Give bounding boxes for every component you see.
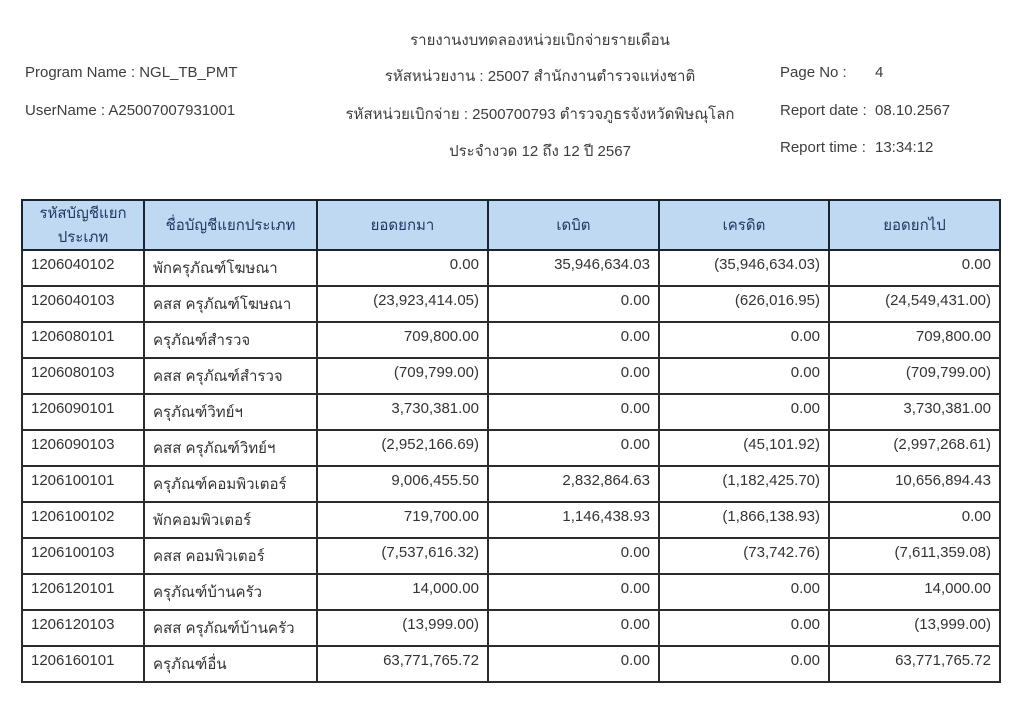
cell-account-name: คสส ครุภัณฑ์วิทย์ฯ xyxy=(144,430,317,466)
cell-debit: 0.00 xyxy=(488,610,659,646)
cell-balance-carry: 14,000.00 xyxy=(829,574,1000,610)
table-row xyxy=(22,394,1000,430)
cell-balance-forward: (2,952,166.69) xyxy=(317,430,488,466)
cell-balance-forward: 3,730,381.00 xyxy=(317,394,488,430)
col-header-account-name: ชื่อบัญชีแยกประเภท xyxy=(144,200,317,250)
cell-balance-forward: 9,006,455.50 xyxy=(317,466,488,502)
page-title: รายงานงบทดลองหน่วยเบิกจ่ายรายเดือน xyxy=(410,32,670,49)
cell-credit: (626,016.95) xyxy=(659,286,829,322)
report-time-label: Report time : xyxy=(780,139,866,156)
cell-debit: 2,832,864.63 xyxy=(488,466,659,502)
cell-credit: 0.00 xyxy=(659,646,829,682)
cell-account-code: 1206100101 xyxy=(22,466,144,502)
cell-account-code: 1206040103 xyxy=(22,286,144,322)
col-header-balance-carry: ยอดยกไป xyxy=(829,200,1000,250)
cell-credit: 0.00 xyxy=(659,394,829,430)
cell-account-code: 1206100102 xyxy=(22,502,144,538)
period-line: ประจำงวด 12 ถึง 12 ปี 2567 xyxy=(449,143,631,160)
cell-balance-carry: (13,999.00) xyxy=(829,610,1000,646)
table-row xyxy=(22,574,1000,610)
cell-balance-carry: 10,656,894.43 xyxy=(829,466,1000,502)
col-header-balance-forward: ยอดยกมา xyxy=(317,200,488,250)
cell-account-code: 1206080101 xyxy=(22,322,144,358)
table-row xyxy=(22,538,1000,574)
table-row xyxy=(22,466,1000,502)
table-body xyxy=(22,250,1000,682)
cell-account-name: พักคอมพิวเตอร์ xyxy=(144,502,317,538)
cell-balance-forward: 0.00 xyxy=(317,250,488,286)
cell-account-name: ครุภัณฑ์บ้านครัว xyxy=(144,574,317,610)
cell-debit: 0.00 xyxy=(488,358,659,394)
cell-balance-carry: 0.00 xyxy=(829,502,1000,538)
cell-account-code: 1206160101 xyxy=(22,646,144,682)
cell-balance-forward: (709,799.00) xyxy=(317,358,488,394)
cell-account-code: 1206080103 xyxy=(22,358,144,394)
cell-debit: 0.00 xyxy=(488,286,659,322)
cell-balance-forward: (7,537,616.32) xyxy=(317,538,488,574)
cell-credit: (35,946,634.03) xyxy=(659,250,829,286)
cell-balance-forward: 63,771,765.72 xyxy=(317,646,488,682)
cell-balance-forward: (13,999.00) xyxy=(317,610,488,646)
unit-code-line: รหัสหน่วยงาน : 25007 สำนักงานตำรวจแห่งชาติ xyxy=(384,68,696,85)
cell-balance-forward: 709,800.00 xyxy=(317,322,488,358)
table-row xyxy=(22,610,1000,646)
cell-account-code: 1206100103 xyxy=(22,538,144,574)
report-date-label: Report date : xyxy=(780,102,867,119)
trial-balance-table xyxy=(21,199,1001,683)
col-header-account-code: รหัสบัญชีแยกประเภท xyxy=(22,200,144,250)
page-no-value: 4 xyxy=(875,64,884,81)
cell-account-code: 1206120101 xyxy=(22,574,144,610)
cell-credit: 0.00 xyxy=(659,610,829,646)
cell-account-name: ครุภัณฑ์วิทย์ฯ xyxy=(144,394,317,430)
cell-account-code: 1206090101 xyxy=(22,394,144,430)
cell-credit: 0.00 xyxy=(659,574,829,610)
table-row xyxy=(22,358,1000,394)
cell-account-name: คสส ครุภัณฑ์สำรวจ xyxy=(144,358,317,394)
cell-balance-forward: 14,000.00 xyxy=(317,574,488,610)
cell-debit: 0.00 xyxy=(488,646,659,682)
cell-debit: 0.00 xyxy=(488,322,659,358)
cell-debit: 0.00 xyxy=(488,394,659,430)
cell-debit: 0.00 xyxy=(488,430,659,466)
cell-credit: 0.00 xyxy=(659,358,829,394)
col-header-debit: เดบิต xyxy=(488,200,659,250)
cell-account-name: ครุภัณฑ์คอมพิวเตอร์ xyxy=(144,466,317,502)
cell-account-name: คสส ครุภัณฑ์บ้านครัว xyxy=(144,610,317,646)
disburse-code-line: รหัสหน่วยเบิกจ่าย : 2500700793 ตำรวจภูธรจังหวัดพิษณุโลก xyxy=(345,106,735,123)
cell-debit: 35,946,634.03 xyxy=(488,250,659,286)
table-row xyxy=(22,502,1000,538)
table-row xyxy=(22,286,1000,322)
page-no-label: Page No : xyxy=(780,64,847,81)
cell-balance-carry: 0.00 xyxy=(829,250,1000,286)
cell-balance-carry: 63,771,765.72 xyxy=(829,646,1000,682)
col-header-credit: เครดิต xyxy=(659,200,829,250)
cell-account-code: 1206090103 xyxy=(22,430,144,466)
table-row xyxy=(22,646,1000,682)
table-row xyxy=(22,250,1000,286)
report-time-value: 13:34:12 xyxy=(875,139,934,156)
cell-debit: 0.00 xyxy=(488,574,659,610)
cell-account-name: คสส คอมพิวเตอร์ xyxy=(144,538,317,574)
table-row xyxy=(22,322,1000,358)
cell-balance-carry: (2,997,268.61) xyxy=(829,430,1000,466)
cell-balance-forward: 719,700.00 xyxy=(317,502,488,538)
user-name-line: UserName : A25007007931001 xyxy=(25,102,236,119)
cell-account-code: 1206120103 xyxy=(22,610,144,646)
cell-debit: 1,146,438.93 xyxy=(488,502,659,538)
cell-credit: 0.00 xyxy=(659,322,829,358)
cell-balance-forward: (23,923,414.05) xyxy=(317,286,488,322)
cell-balance-carry: (24,549,431.00) xyxy=(829,286,1000,322)
cell-balance-carry: (7,611,359.08) xyxy=(829,538,1000,574)
table-row xyxy=(22,430,1000,466)
program-name-line: Program Name : NGL_TB_PMT xyxy=(25,64,238,81)
cell-account-name: ครุภัณฑ์สำรวจ xyxy=(144,322,317,358)
cell-account-code: 1206040102 xyxy=(22,250,144,286)
cell-balance-carry: 3,730,381.00 xyxy=(829,394,1000,430)
cell-credit: (45,101.92) xyxy=(659,430,829,466)
table-header-row xyxy=(22,200,1000,250)
cell-account-name: คสส ครุภัณฑ์โฆษณา xyxy=(144,286,317,322)
cell-account-name: พักครุภัณฑ์โฆษณา xyxy=(144,250,317,286)
cell-balance-carry: 709,800.00 xyxy=(829,322,1000,358)
cell-credit: (1,866,138.93) xyxy=(659,502,829,538)
cell-account-name: ครุภัณฑ์อื่น xyxy=(144,646,317,682)
cell-credit: (1,182,425.70) xyxy=(659,466,829,502)
cell-balance-carry: (709,799.00) xyxy=(829,358,1000,394)
cell-credit: (73,742.76) xyxy=(659,538,829,574)
cell-debit: 0.00 xyxy=(488,538,659,574)
report-date-value: 08.10.2567 xyxy=(875,102,951,119)
